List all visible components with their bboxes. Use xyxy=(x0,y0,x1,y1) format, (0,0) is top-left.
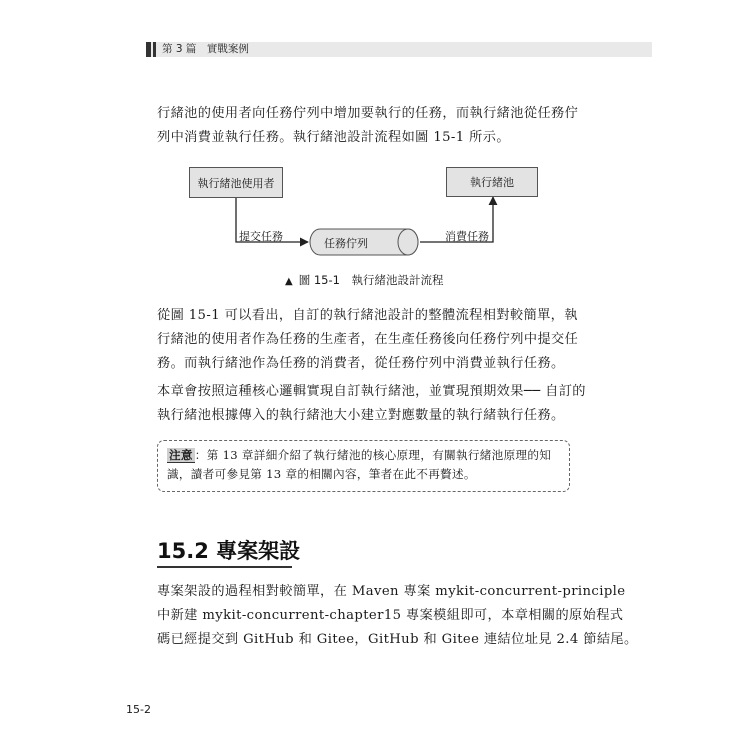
text-line: 專案架設的過程相對較簡單，在 Maven 專案 mykit-concurrent-principle xyxy=(157,584,626,599)
text-line: 行緒池的使用者作為任務的生產者，在生產任務後向任務佇列中提交任 xyxy=(157,332,579,347)
page-number: 15-2 xyxy=(126,703,151,716)
note-line: 識，讀者可參見第 13 章的相關內容，筆者在此不再贅述。 xyxy=(167,467,476,481)
thread-pool-box: 執行緒池 xyxy=(446,167,538,197)
text-line: 碼已經提交到 GitHub 和 Gitee，GitHub 和 Gitee 連結位址見 2.4 節結尾。 xyxy=(157,632,638,647)
triangle-marker-icon: ▲ xyxy=(285,276,293,287)
header-bar-mark xyxy=(146,42,151,57)
note-text xyxy=(167,446,563,484)
text-line: 本章會按照這種核心邏輯實現自訂執行緒池，並實現預期效果── 自訂的 xyxy=(157,384,586,399)
note-line: ：第 13 章詳細介紹了執行緒池的核心原理，有關執行緒池原理的知 xyxy=(194,448,552,462)
note-box xyxy=(157,440,570,492)
body-paragraph xyxy=(157,580,638,652)
caption-text: 圖 15-1 執行緒池設計流程 xyxy=(298,273,444,287)
header-text: 第 3 篇 實戰案例 xyxy=(162,43,249,55)
intro-paragraph xyxy=(157,102,577,150)
text-line: 務。而執行緒池作為任務的消費者，從任務佇列中消費並執行任務。 xyxy=(157,356,565,371)
header-bar-mark-thin xyxy=(153,42,156,57)
figure-caption xyxy=(285,272,443,288)
body-paragraph xyxy=(157,304,577,376)
text-line: 列中消費並執行任務。執行緒池設計流程如圖 15-1 所示。 xyxy=(157,130,510,145)
consume-label: 消費任務 xyxy=(445,230,489,243)
note-tag: 注意 xyxy=(169,448,193,462)
user-box: 執行緒池使用者 xyxy=(189,167,283,198)
submit-label: 提交任務 xyxy=(239,230,283,243)
section-underline xyxy=(157,566,292,568)
body-paragraph xyxy=(157,380,586,428)
flow-diagram xyxy=(150,160,570,270)
queue-label: 任務佇列 xyxy=(324,237,368,250)
text-line: 中新建 mykit-concurrent-chapter15 專案模組即可，本章相關的原始程式 xyxy=(157,608,624,623)
text-line: 執行緒池根據傳入的執行緒池大小建立對應數量的執行緒執行任務。 xyxy=(157,408,565,423)
text-line: 從圖 15-1 可以看出，自訂的執行緒池設計的整體流程相對較簡單，執 xyxy=(157,308,578,323)
section-heading: 15.2 專案架設 xyxy=(157,539,301,563)
text-line: 行緒池的使用者向任務佇列中增加要執行的任務，而執行緒池從任務佇 xyxy=(157,106,579,121)
